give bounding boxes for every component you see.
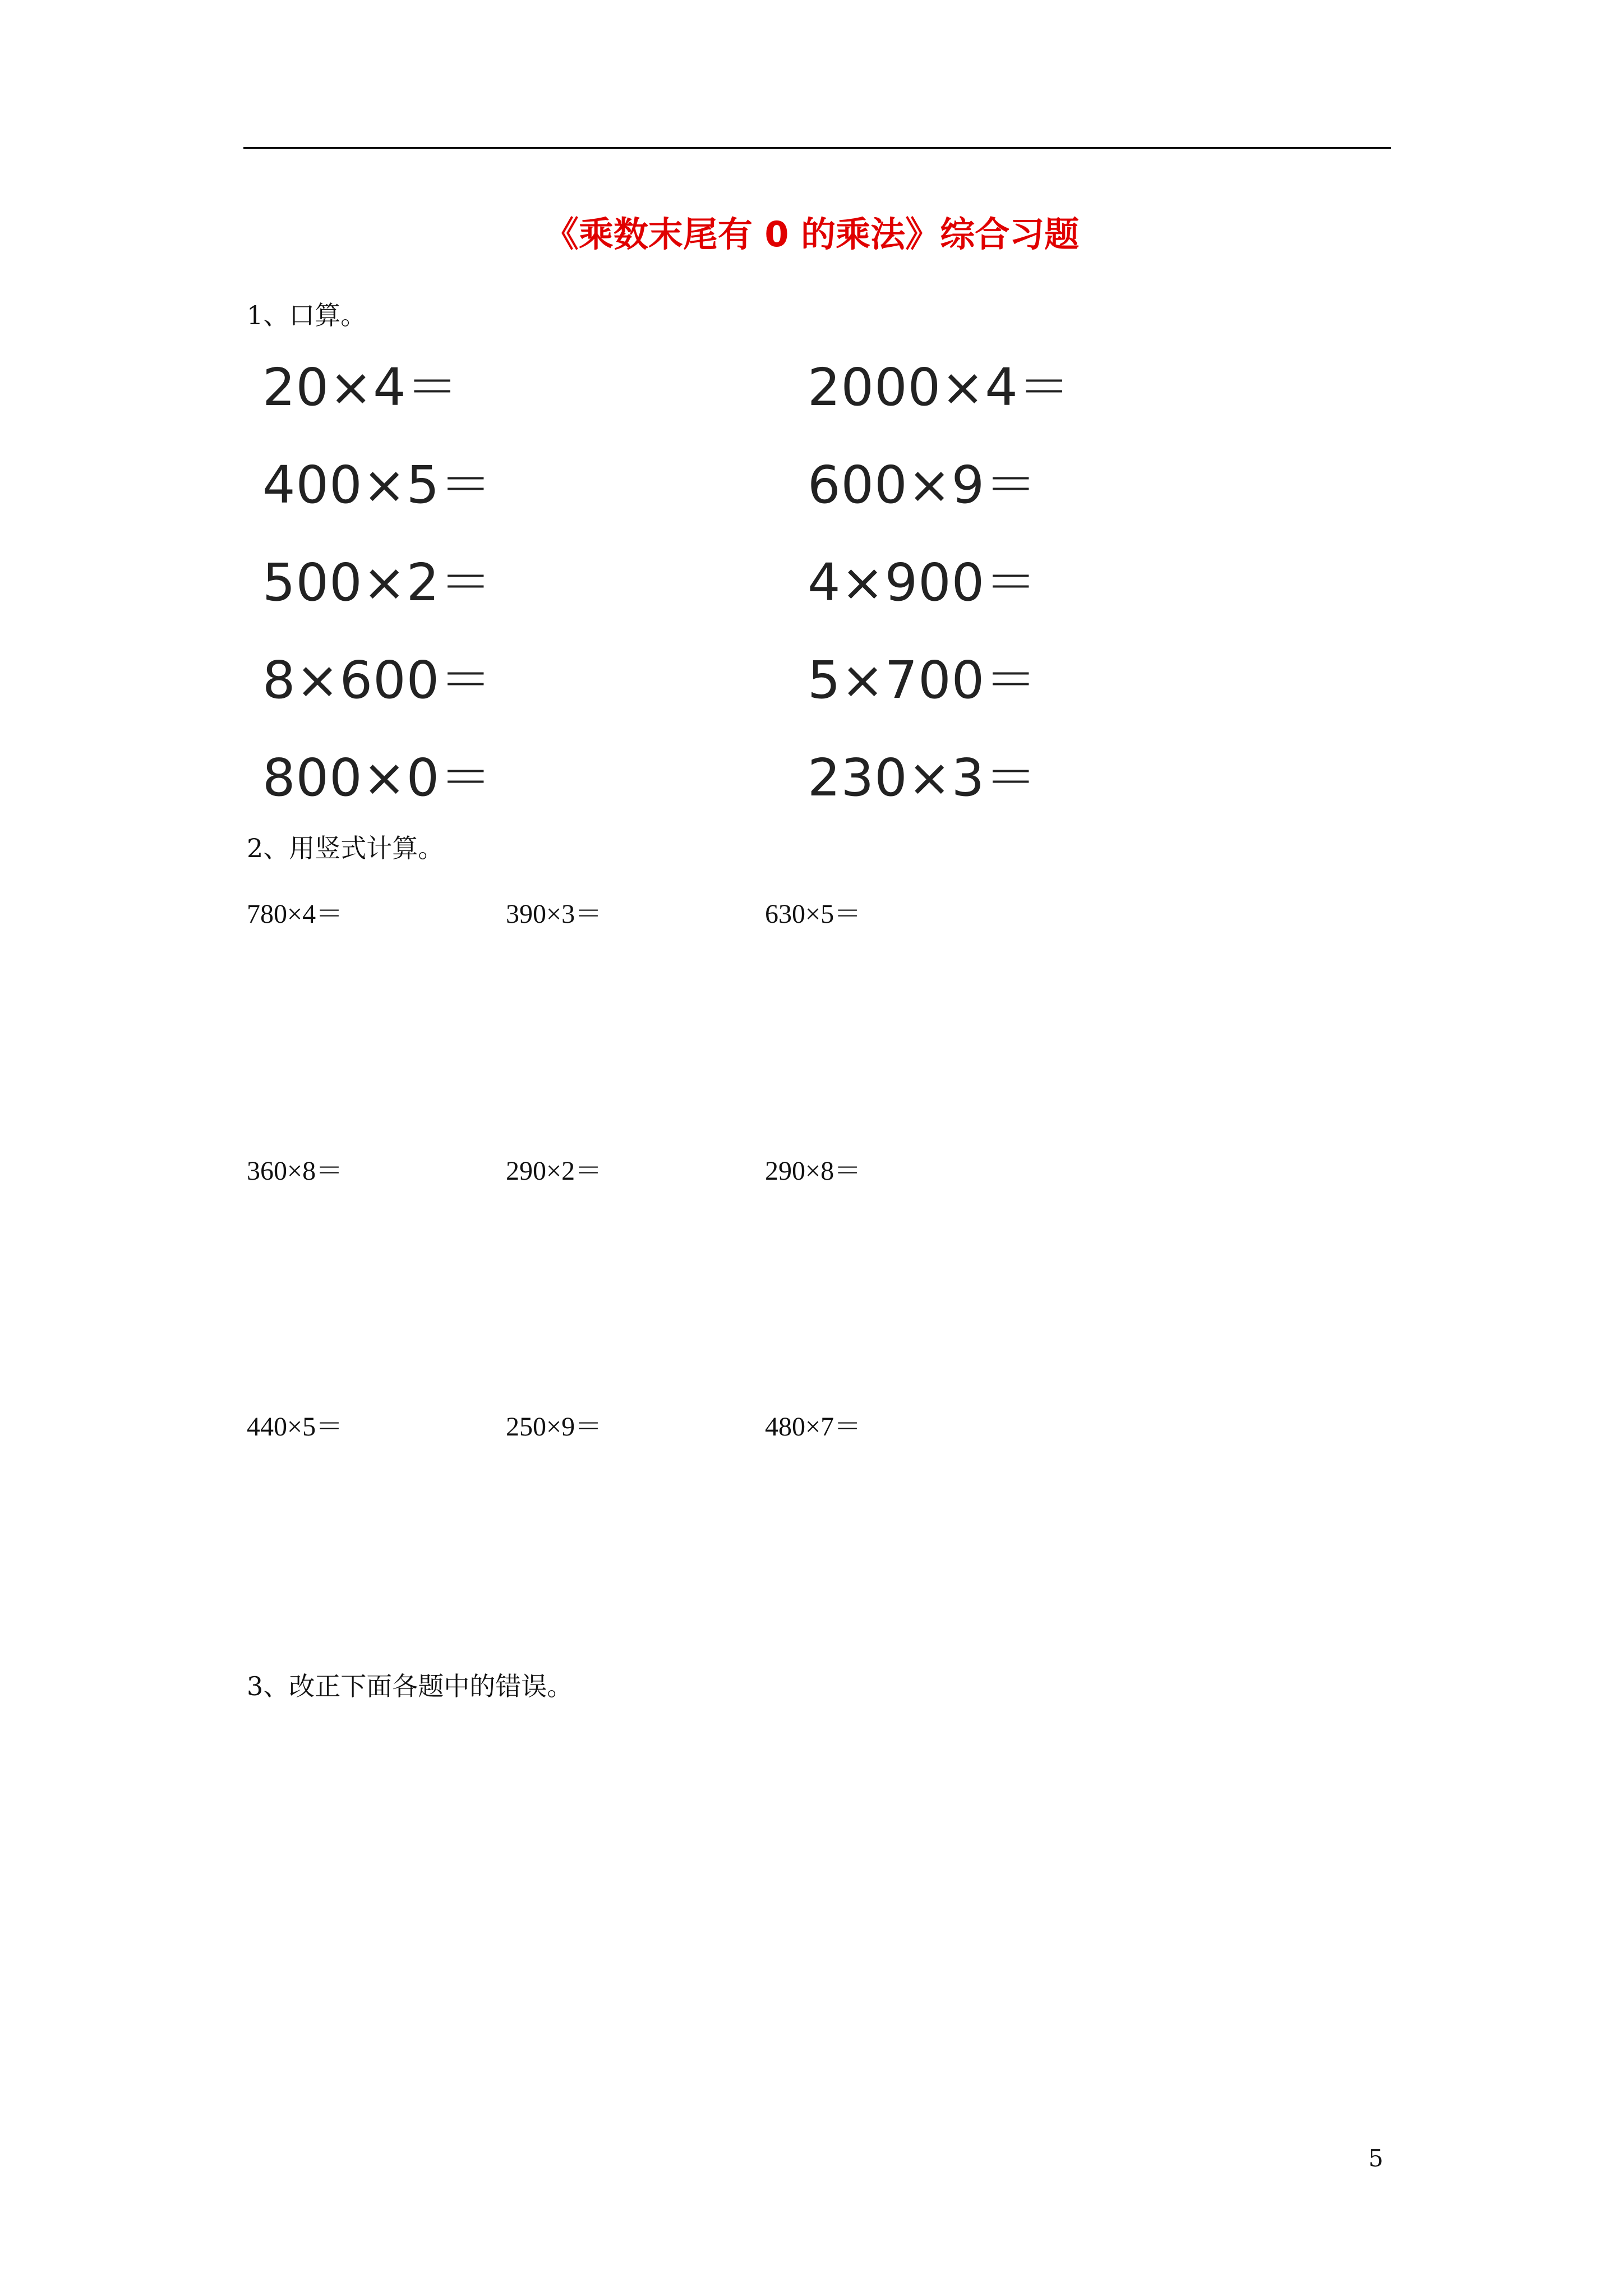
- section-heading-oral: 1、口算。: [247, 300, 367, 330]
- vertical-item: 290×2＝: [506, 1156, 602, 1186]
- vertical-item: 250×9＝: [506, 1412, 602, 1442]
- oral-item: 8×600＝: [262, 650, 492, 710]
- oral-item: 400×5＝: [262, 455, 492, 515]
- oral-item: 600×9＝: [808, 455, 1038, 515]
- section-heading-correct: 3、改正下面各题中的错误。: [247, 1671, 573, 1701]
- oral-item: 500×2＝: [262, 553, 492, 613]
- vertical-item: 390×3＝: [506, 899, 602, 929]
- page-title: 《乘数末尾有 0 的乘法》综合习题: [543, 214, 1080, 255]
- vertical-item: 780×4＝: [247, 899, 343, 929]
- oral-item: 5×700＝: [808, 650, 1038, 710]
- vertical-item: 480×7＝: [765, 1412, 861, 1442]
- oral-item: 4×900＝: [808, 553, 1038, 613]
- vertical-item: 630×5＝: [765, 899, 861, 929]
- oral-item: 800×0＝: [262, 748, 492, 808]
- section-heading-vertical: 2、用竖式计算。: [247, 833, 444, 863]
- oral-item: 230×3＝: [808, 748, 1038, 808]
- vertical-item: 440×5＝: [247, 1412, 343, 1442]
- vertical-item: 360×8＝: [247, 1156, 343, 1186]
- page-number: 5: [1368, 2145, 1384, 2172]
- vertical-item: 290×8＝: [765, 1156, 861, 1186]
- oral-item: 20×4＝: [262, 357, 459, 417]
- oral-item: 2000×4＝: [808, 357, 1071, 417]
- header-rule: [243, 147, 1391, 149]
